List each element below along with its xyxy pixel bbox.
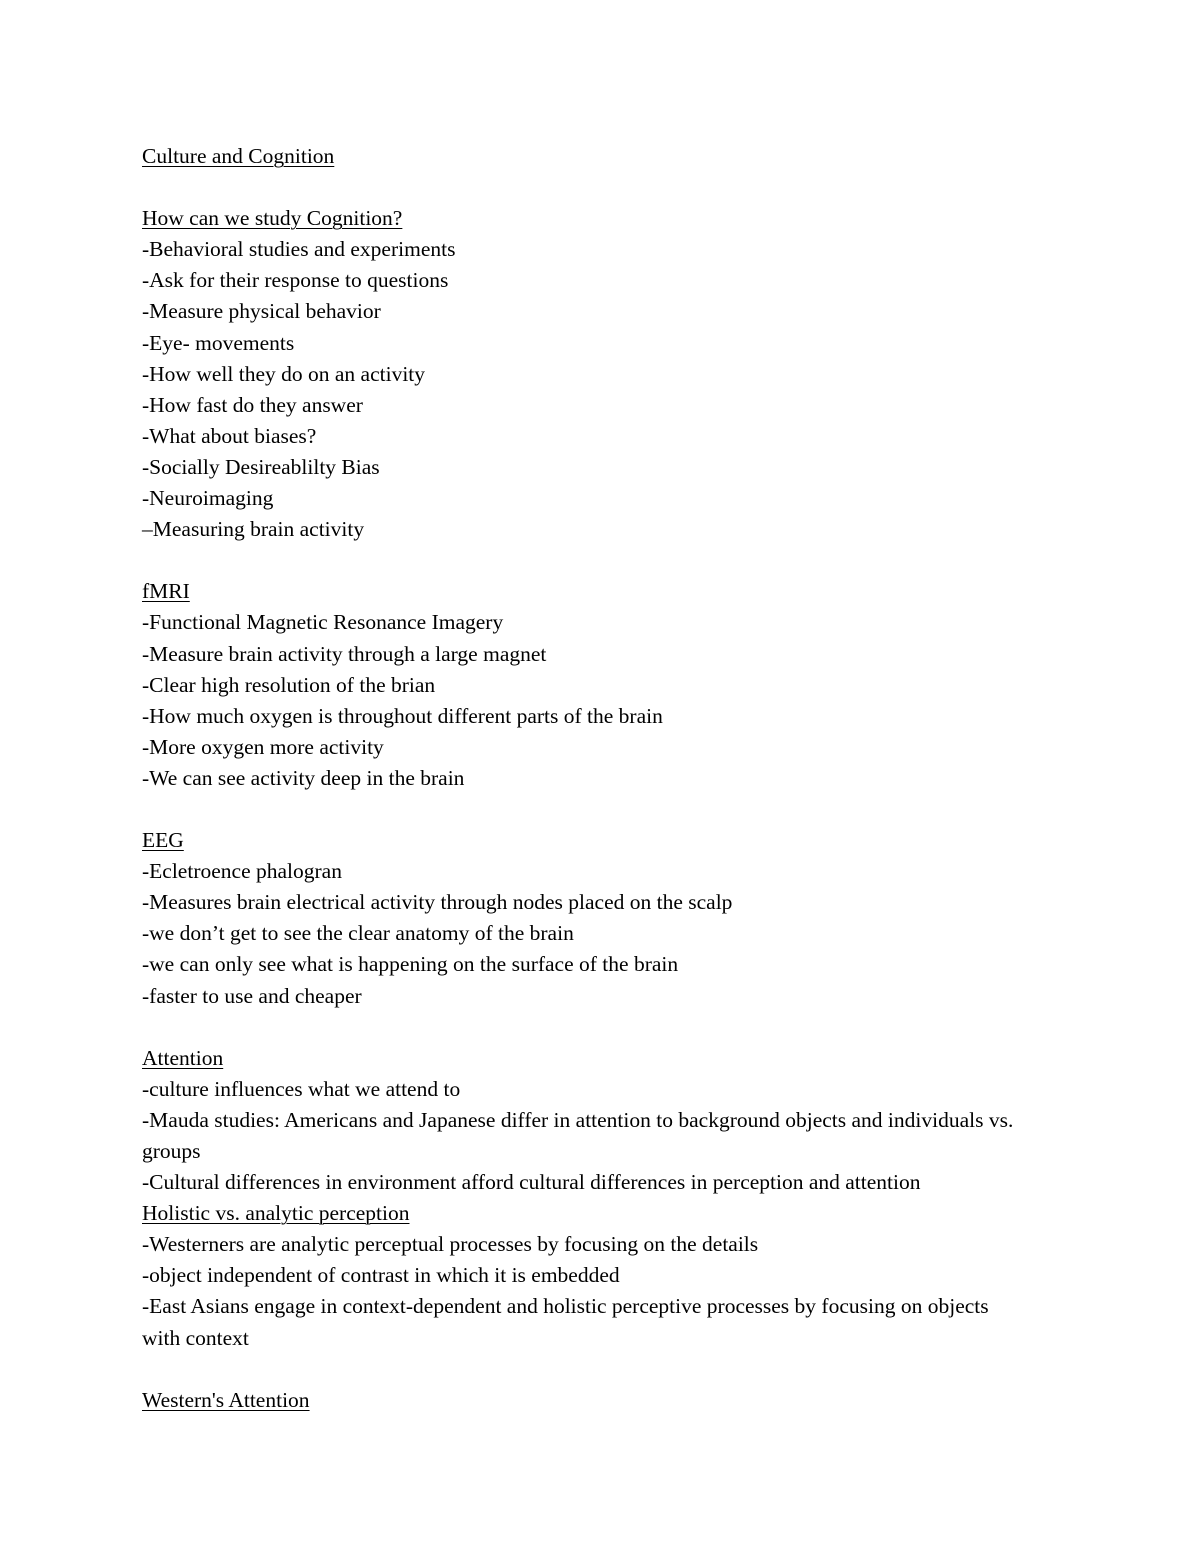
blank-line: [142, 1354, 1022, 1385]
section-heading-holistic-analytic: Holistic vs. analytic perception: [142, 1201, 410, 1226]
section-heading-attention: Attention: [142, 1045, 224, 1070]
blank-line: [142, 172, 1022, 203]
list-item: -More oxygen more activity: [142, 734, 384, 759]
document-body: [142, 141, 1022, 1416]
list-item: -Eye- movements: [142, 330, 295, 355]
blank-line: [142, 545, 1022, 576]
section-heading-eeg: EEG: [142, 828, 184, 853]
list-item: -Functional Magnetic Resonance Imagery: [142, 610, 504, 635]
list-item: -culture influences what we attend to: [142, 1076, 461, 1101]
list-item: -Mauda studies: Americans and Japanese differ in attention to background objects and individuals vs. groups: [142, 1107, 1014, 1163]
list-item: -Ecletroence phalogran: [142, 859, 342, 884]
list-item: -Measures brain electrical activity through nodes placed on the scalp: [142, 890, 733, 915]
list-item: -We can see activity deep in the brain: [142, 765, 465, 790]
list-item: -Westerners are analytic perceptual processes by focusing on the details: [142, 1232, 759, 1257]
section-heading-study-cognition: How can we study Cognition?: [142, 206, 403, 231]
section-heading-western-attention: Western's Attention: [142, 1387, 310, 1412]
list-item: -Socially Desireablilty Bias: [142, 454, 380, 479]
blank-line: [142, 1012, 1022, 1043]
section-heading-fmri: fMRI: [142, 579, 190, 604]
list-item: -Measure brain activity through a large magnet: [142, 641, 547, 666]
list-item: -object independent of contrast in which it is embedded: [142, 1263, 620, 1288]
list-item: -faster to use and cheaper: [142, 983, 362, 1008]
list-item: -we can only see what is happening on the surface of the brain: [142, 952, 679, 977]
document-title: Culture and Cognition: [142, 144, 335, 168]
list-item: -we don’t get to see the clear anatomy of the brain: [142, 921, 574, 946]
list-item: -How well they do on an activity: [142, 361, 426, 386]
list-item: -What about biases?: [142, 423, 317, 448]
list-item: -East Asians engage in context-dependent and holistic perceptive processes by focusing on objects with context: [142, 1294, 989, 1350]
list-item: -How much oxygen is throughout different parts of the brain: [142, 703, 663, 728]
list-item: -Ask for their response to questions: [142, 268, 449, 293]
list-item: -Measure physical behavior: [142, 299, 381, 324]
list-item: -Cultural differences in environment afford cultural differences in perception and attention: [142, 1170, 921, 1195]
list-item: –Measuring brain activity: [142, 517, 365, 542]
list-item: -Clear high resolution of the brian: [142, 672, 436, 697]
list-item: -Neuroimaging: [142, 486, 274, 511]
list-item: -Behavioral studies and experiments: [142, 237, 456, 262]
list-item: -How fast do they answer: [142, 392, 363, 417]
blank-line: [142, 794, 1022, 825]
